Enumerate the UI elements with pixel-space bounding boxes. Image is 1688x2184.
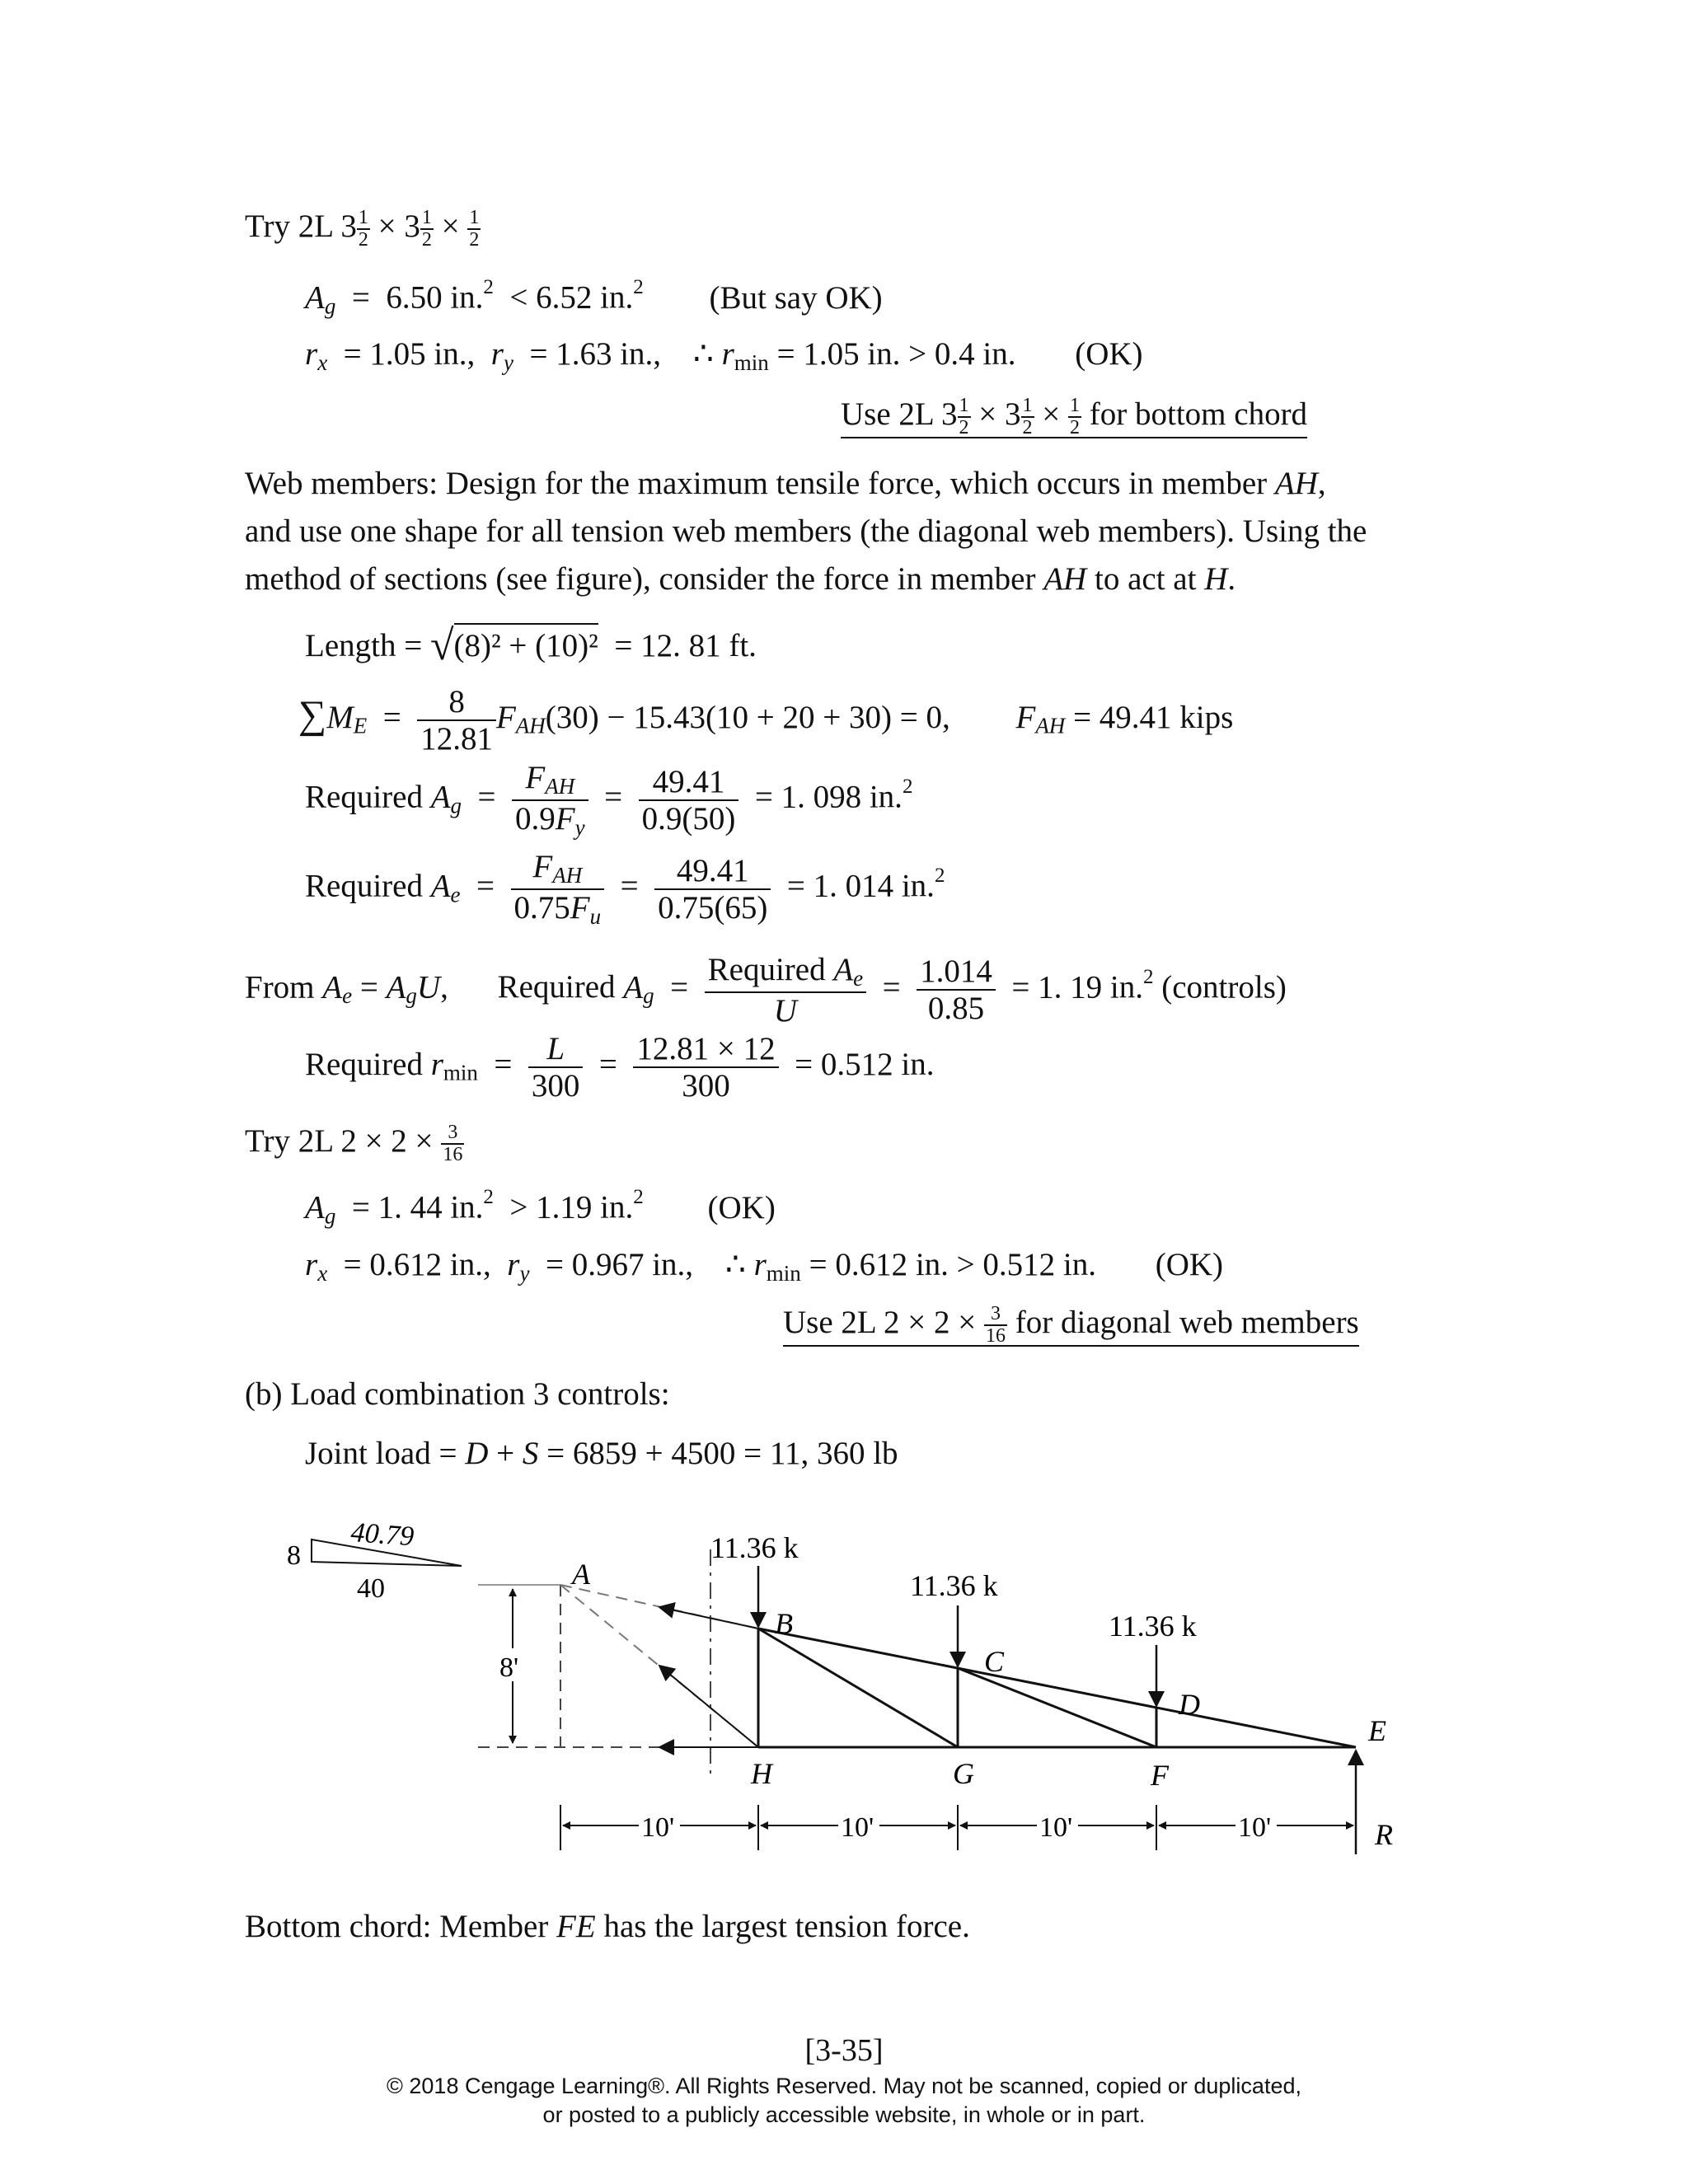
- web-ag-line: $A_g = 1$. 44 in.$^2$ > 1.19 in.$^2$ (OK): [305, 1186, 776, 1229]
- part-b-heading: (b) Load combination 3 controls:: [245, 1376, 670, 1412]
- joint-label-B: B: [775, 1607, 793, 1640]
- shear-lag-equation: From $A_e = A_gU$, Required $A_g$ = $\frac{Required A_e}{U}$ = $\frac{1.014}{0.85}$ = 1. 19 in.$^2$ (controls): [245, 952, 1287, 1029]
- slope-triangle: [287, 1517, 462, 1604]
- height-label: 8': [499, 1652, 519, 1683]
- member-BG: [758, 1629, 958, 1747]
- bottom-chord-use: Use 2L 3 $\frac{1}{2}$ × 3 $\frac{1}{2}$ × $\frac{1}{2}$ for bottom chord: [841, 395, 1308, 439]
- required-ae-equation: Required $A_e$ = $\frac{F_{AH}}{0.75F_u}$ = $\frac{49.41}{0.75(65)}$ = 1. 014 in.$^2$: [305, 849, 945, 929]
- joint-label-F: F: [1151, 1759, 1169, 1792]
- closing-sentence: Bottom chord: Member FE has the largest tension force.: [245, 1909, 970, 1944]
- web-use: Use 2L 2 × 2 × $\frac{3}{16}$ for diagonal web members: [783, 1303, 1359, 1347]
- joint-label-D: D: [1179, 1688, 1200, 1721]
- joint-label-C: C: [984, 1645, 1005, 1678]
- bottom-chord-r-line: $r_x = 1.05$ in., $r_y = 1.63$ in., ∴ $r_{min} = 1.05$ in. > 0.4 in. (OK): [305, 336, 1143, 375]
- load-label-B: 11.36 k: [710, 1531, 799, 1564]
- moment-equation: $\sum M_E$ = $\frac{8}{12.81}$ $F_{AH}(30) - 15.43(10 + 20 + 30) = 0$, $F_{AH} = 49.41$ kips: [298, 684, 1234, 757]
- joint-label-H: H: [751, 1757, 772, 1790]
- web-intro-line-2: and use one shape for all tension web members (the diagonal web members). Using the: [245, 513, 1367, 549]
- span-label-2: 10': [841, 1812, 874, 1843]
- slope-run-label: 40: [357, 1573, 385, 1604]
- joint-label-E: E: [1368, 1714, 1386, 1747]
- top-chord: [758, 1629, 1356, 1747]
- required-rmin-equation: Required $r_{min}$ = $\frac{L}{300}$ = $\frac{12.81 \times 12}{300}$ = 0.512 in.: [305, 1031, 935, 1104]
- try-web-members: Try 2L 2 × 2 × $\frac{3}{16}$: [245, 1122, 463, 1166]
- member-CF: [958, 1668, 1156, 1747]
- slope-rise-label: 8: [287, 1540, 301, 1571]
- load-label-C: 11.36 k: [910, 1569, 998, 1602]
- joint-label-A: A: [572, 1558, 590, 1591]
- copyright-line-2: or posted to a publicly accessible website, in whole or in part.: [542, 2102, 1146, 2127]
- diagonal-force-arrow: [659, 1666, 758, 1747]
- joint-load-line: Joint load = D + S = 6859 + 4500 = 11, 360 lb: [305, 1436, 898, 1471]
- slope-hypotenuse-label: 40.79: [349, 1517, 415, 1553]
- web-intro-line-3: method of sections (see figure), consider the force in member AH to act at H.: [245, 561, 1236, 597]
- required-ag-equation: Required $A_g$ = $\frac{F_{AH}}{0.9F_y}$ = $\frac{49.41}{0.9(50)}$ = 1. 098 in.$^2$: [305, 760, 913, 840]
- copyright-line-1: © 2018 Cengage Learning®. All Rights Reserved. May not be scanned, copied or duplicated,: [387, 2074, 1301, 2098]
- joint-label-G: G: [953, 1757, 974, 1790]
- web-intro-line-1: Web members: Design for the maximum tensile force, which occurs in member AH,: [245, 466, 1326, 501]
- bottom-chord-ag-line: $A_g = 6.50$ in.$^2$ < 6.52 in.$^2$ (But say OK): [305, 276, 883, 319]
- web-r-line: $r_x = 0.612$ in., $r_y = 0.967$ in., ∴ $r_{min} = 0.612$ in. > 0.512 in. (OK): [305, 1247, 1224, 1286]
- reaction-label: R: [1375, 1818, 1393, 1851]
- span-label-4: 10': [1238, 1812, 1272, 1843]
- try-bottom-chord: Try 2L 3 $\frac{1}{2}$ × 3 $\frac{1}{2}$ × $\frac{1}{2}$: [245, 207, 480, 251]
- load-label-D: 11.36 k: [1109, 1610, 1197, 1643]
- length-equation: Length = √(8)² + (10)² = 12. 81 ft.: [305, 622, 757, 669]
- span-label-3: 10': [1039, 1812, 1073, 1843]
- span-label-1: 10': [641, 1812, 675, 1843]
- span-dimensions: [560, 1805, 1356, 1854]
- top-chord-force-arrow: [659, 1607, 758, 1629]
- page-number: [3-35]: [804, 2033, 884, 2068]
